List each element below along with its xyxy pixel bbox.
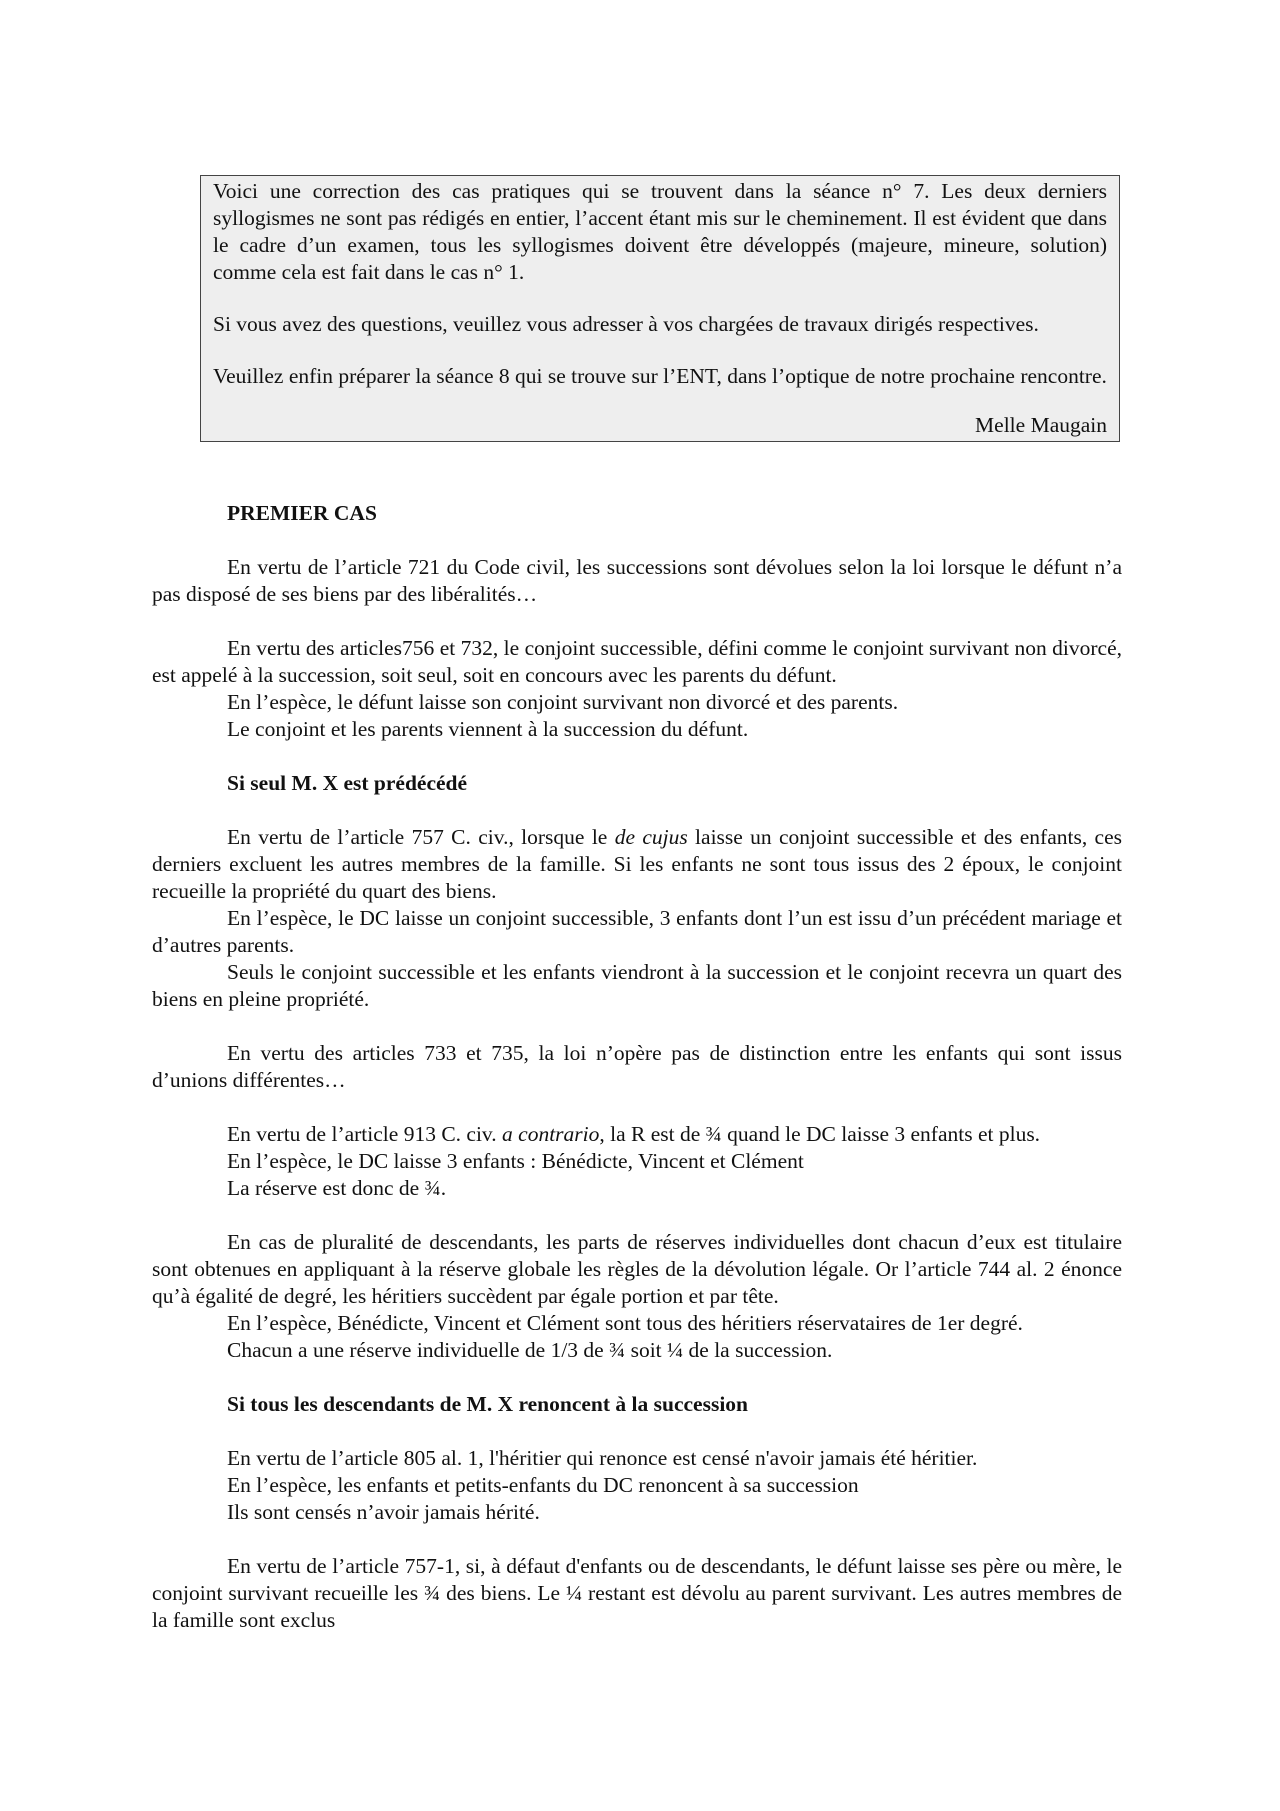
paragraph-article-757 [152,824,1122,905]
text-913-part-a: En vertu de l’article 913 C. civ. [227,1122,503,1146]
paragraph-articles-733-735: En vertu des articles 733 et 735, la loi n’opère pas de distinction entre les enfants qui sont issus d’unions différentes… [152,1041,1122,1092]
paragraph-pluralite-descendants: En cas de pluralité de descendants, les parts de réserves individuelles dont chacun d’eux est titulaire sont obtenues en appliquant à la réserve globale les règles de la dévolution légale. Or l’article 744 al. 2 énonce qu’à égalité de degré, les héritiers succèdent par égale portion et par tête. [152,1230,1122,1308]
heading-descendants-renoncent: Si tous les descendants de M. X renoncent à la succession [227,1392,748,1416]
notice-paragraph-next-session: Veuillez enfin préparer la séance 8 qui se trouve sur l’ENT, dans l’optique de notre prochaine rencontre. [213,364,1107,388]
line-913-solution: La réserve est donc de ¾. [227,1176,447,1200]
line-756-solution: Le conjoint et les parents viennent à la succession du défunt. [227,717,749,741]
paragraph-article-756: En vertu des articles756 et 732, le conjoint successible, défini comme le conjoint survivant non divorcé, est appelé à la succession, soit seul, soit en concours avec les parents du défunt. [152,636,1122,687]
paragraph-757-espece: En l’espèce, le DC laisse un conjoint successible, 3 enfants dont l’un est issu d’un précédent mariage et d’autres parents. [152,906,1122,957]
heading-seul-mx-predecede: Si seul M. X est prédécédé [227,771,468,795]
correction-notice-box [200,175,1120,442]
notice-paragraph-intro: Voici une correction des cas pratiques qui se trouvent dans la séance n° 7. Les deux derniers syllogismes ne sont pas rédigés en entier, l’accent étant mis sur le cheminement. Il est évident que dans le cadre d’un examen, tous les syllogismes doivent être développés (majeure, mineure, solution) comme cela est fait dans le cas n° 1. [213,179,1107,284]
line-756-espece: En l’espèce, le défunt laisse son conjoint survivant non divorcé et des parents. [227,690,899,714]
notice-signature: Melle Maugain [975,413,1107,437]
text-757-part-a: En vertu de l’article 757 C. civ., lorsque le [227,825,615,849]
line-913-espece: En l’espèce, le DC laisse 3 enfants : Bénédicte, Vincent et Clément [227,1149,804,1173]
line-article-913 [152,1121,1122,1148]
text-757-de-cujus: de cujus [614,825,688,849]
notice-paragraph-questions: Si vous avez des questions, veuillez vous adresser à vos chargées de travaux dirigés respectives. [213,312,1039,336]
line-pluralite-espece: En l’espèce, Bénédicte, Vincent et Clément sont tous des héritiers réservataires de 1er degré. [227,1311,1023,1335]
line-pluralite-solution: Chacun a une réserve individuelle de 1/3 de ¾ soit ¼ de la succession. [227,1338,833,1362]
heading-premier-cas: PREMIER CAS [227,501,377,525]
paragraph-article-721: En vertu de l’article 721 du Code civil, les successions sont dévolues selon la loi lorsque le défunt n’a pas disposé de ses biens par des libéralités… [152,555,1122,606]
line-805-espece: En l’espèce, les enfants et petits-enfants du DC renoncent à sa succession [227,1473,859,1497]
line-article-805: En vertu de l’article 805 al. 1, l'héritier qui renonce est censé n'avoir jamais été héritier. [227,1446,978,1470]
paragraph-757-solution: Seuls le conjoint successible et les enfants viendront à la succession et le conjoint recevra un quart des biens en pleine propriété. [152,960,1122,1011]
text-757-part-b: laisse un conjoint successible et des enfants, ces derniers excluent les autres membres de la famille. Si les enfants ne sont tous issus des 2 époux, le conjoint recueille la propriété du quart des biens. [152,825,1122,903]
document-body [152,500,1122,1634]
text-913-a-contrario: a contrario [502,1122,600,1146]
text-913-part-b: , la R est de ¾ quand le DC laisse 3 enfants et plus. [599,1122,1041,1146]
line-805-solution: Ils sont censés n’avoir jamais hérité. [227,1500,540,1524]
paragraph-article-757-1: En vertu de l’article 757-1, si, à défaut d'enfants ou de descendants, le défunt laisse ses père ou mère, le conjoint survivant recueille les ¾ des biens. Le ¼ restant est dévolu au parent survivant. Les autres membres de la famille sont exclus [152,1554,1122,1632]
